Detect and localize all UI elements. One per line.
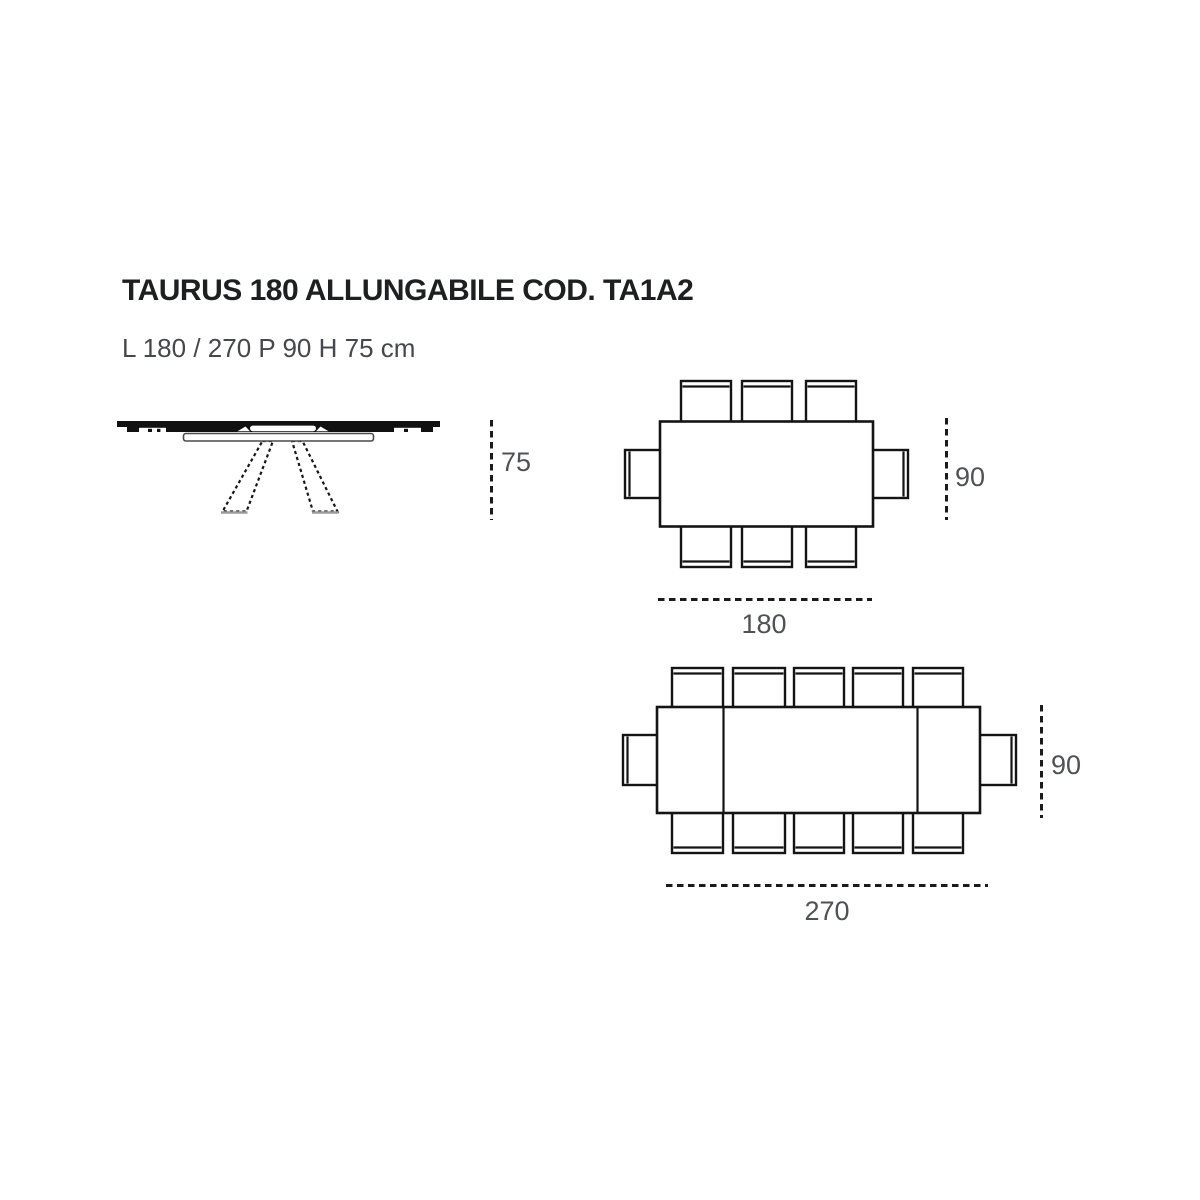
length-dimension-line-270 [666, 884, 988, 887]
chair [978, 735, 1016, 785]
length-dimension-label-270: 270 [804, 896, 850, 926]
table-leg-right [292, 441, 339, 513]
length-dimension-line-180 [658, 598, 872, 601]
chair [806, 381, 856, 427]
product-title: TAURUS 180 ALLUNGABILE COD. TA1A2 [122, 274, 694, 307]
chair [871, 450, 908, 498]
length-dimension-label-180: 180 [741, 609, 787, 639]
chair [742, 521, 792, 567]
chair [681, 381, 731, 427]
depth-dimension-line-180 [945, 418, 948, 520]
top-view-180-figure [595, 370, 925, 575]
table-top-180 [660, 422, 873, 527]
depth-dimension-label-270: 90 [1051, 750, 1082, 780]
table-top-slab [117, 421, 440, 432]
chair [623, 735, 661, 785]
chair [806, 521, 856, 567]
side-elevation-figure [100, 405, 550, 535]
table-top-270 [657, 707, 980, 813]
chair [681, 521, 731, 567]
product-dimensions-text: L 180 / 270 P 90 H 75 cm [122, 333, 416, 363]
depth-dimension-label-180: 90 [955, 462, 986, 492]
table-leg-left [221, 441, 273, 513]
top-view-270-figure [595, 655, 1035, 860]
chair [742, 381, 792, 427]
chair [625, 450, 662, 498]
depth-dimension-line-270 [1040, 705, 1043, 818]
height-dimension-line [490, 420, 493, 520]
height-dimension-label: 75 [501, 447, 532, 477]
table-apron [184, 434, 374, 442]
extension-lens [250, 426, 316, 432]
